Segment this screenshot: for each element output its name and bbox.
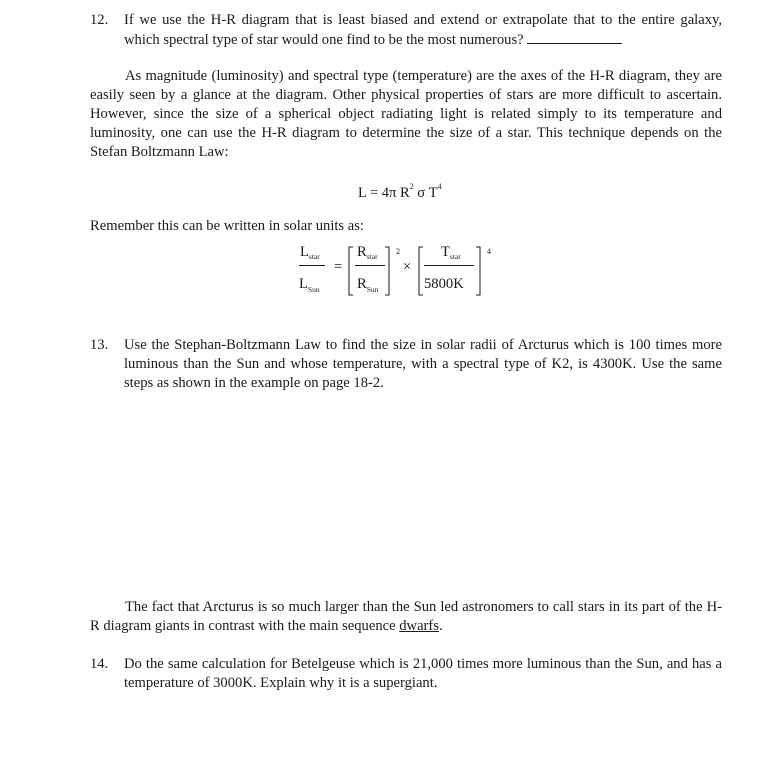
stefan-boltzmann-equation: L = 4π $R^2$ σ $T^4$ bbox=[358, 182, 442, 201]
radius-exponent: 2 bbox=[396, 247, 400, 256]
paragraph-stefan-boltzmann-intro: As magnitude (luminosity) and spectral type (temperature) are the axes of the H-R diagram, they are easily seen by a glance at the diagram. Other physical properties of stars are more difficult to ascertain. However, since the size of a spherical object radiating light is related simply to its temperature and luminosity, one can use the H-R diagram to determine the size of a star. This technique depends on the Stefan Boltzmann Law: bbox=[90, 68, 722, 160]
question-text: Do the same calculation for Betelgeuse which is 21,000 times more luminous than the Sun, and has a temperature of 3000K. Explain why it is a supergiant. bbox=[124, 656, 722, 691]
question-12 bbox=[90, 11, 722, 50]
luminosity-sun: $L_{Sun}$ bbox=[299, 276, 320, 294]
dwarfs-underlined: dwarfs bbox=[399, 618, 439, 634]
luminosity-star: $L_{star}$ bbox=[300, 244, 320, 261]
paragraph-solar-units: Remember this can be written in solar units as: bbox=[90, 218, 364, 234]
answer-blank[interactable] bbox=[527, 30, 622, 44]
question-number: 13. bbox=[90, 337, 109, 353]
question-text: Use the Stephan-Boltzmann Law to find the size in solar radii of Arcturus which is 100 times more luminous than the Sun and whose temperature, with a spectral type of K2, is 4300K. Use the same steps as shown in the example on page 18-2. bbox=[124, 337, 722, 391]
solar-units-equation bbox=[295, 243, 495, 298]
times-sign: × bbox=[403, 259, 412, 275]
question-number: 12. bbox=[90, 12, 109, 28]
temperature-sun: 5800K bbox=[424, 276, 464, 292]
equals-sign: = bbox=[334, 259, 343, 275]
question-number: 14. bbox=[90, 656, 109, 672]
temperature-star: $T_{star}$ bbox=[441, 244, 461, 261]
question-14 bbox=[90, 655, 722, 693]
radius-star: $R_{star}$ bbox=[357, 244, 378, 261]
paragraph-giants: The fact that Arcturus is so much larger than the Sun led astronomers to call stars in its part of the H-R diagram giants in contrast with the main sequence dwarfs. bbox=[90, 599, 722, 634]
question-text: If we use the H-R diagram that is least biased and extend or extrapolate that to the entire galaxy, which spectral type of star would one find to be the most numerous? bbox=[124, 12, 722, 48]
question-13 bbox=[90, 336, 722, 393]
radius-sun: $R_{Sun}$ bbox=[357, 276, 379, 294]
temperature-exponent: 4 bbox=[487, 247, 491, 256]
